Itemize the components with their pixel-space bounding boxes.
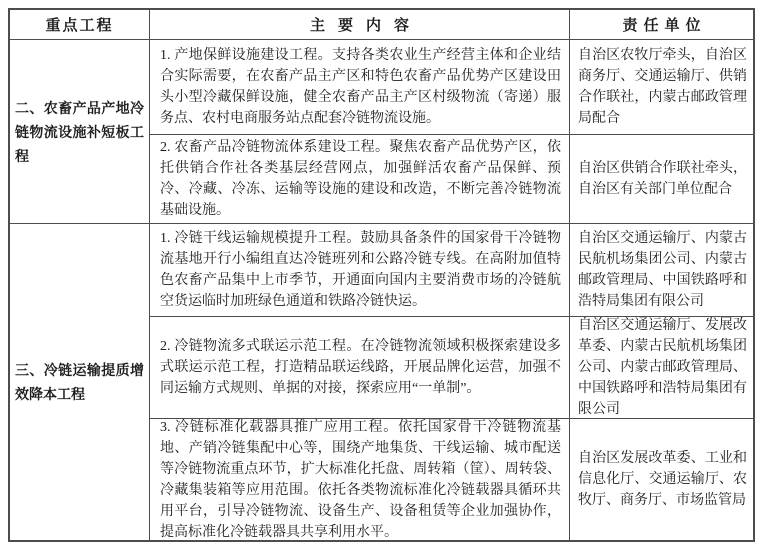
column-header-main-content <box>150 10 570 40</box>
column-header-responsible-unit <box>570 10 753 40</box>
content-cell <box>150 40 570 135</box>
project-content-text: 3. 冷链标准化载器具推广应用工程。依托国家骨干冷链物流基地、产销冷链集配中心等，围绕产地集货、干线运输、城市配送等冷链物流重点环节，扩大标准化托盘、周转箱（筐）、周转袋、冷藏集装箱等应用范围。依托各类物流标准化冷链载器具循环共用平台，引导冷链物流、设备生产、设备租赁等企业加强协作，提高标准化冷链载器具共享利用水平。 <box>160 419 561 540</box>
project-content-text: 1. 产地保鲜设施建设工程。支持各类农业生产经营主体和企业结合实际需要，在农畜产品主产区和特色农畜产品优势产区建设田头小型冷藏保鲜设施，健全农畜产品主产区村级物流（寄递）服务点、农村电商服务站点配套冷链物流设施。 <box>160 48 561 126</box>
unit-cell <box>570 135 753 224</box>
group-label-project-2: 二、农畜产品产地冷链物流设施补短板工程 <box>15 99 144 164</box>
project-content-text: 2. 农畜产品冷链物流体系建设工程。聚焦农畜产品优势产区，依托供销合作社各类基层经营网点，加强鲜活农畜产品保鲜、预冷、冷藏、冷冻、运输等设施的建设和改造，不断完善冷链物流基础设施。 <box>160 140 561 218</box>
content-cell <box>150 419 570 540</box>
group-cell-project-3 <box>10 224 150 540</box>
responsible-unit-text: 自治区供销合作联社牵头，自治区有关部门单位配合 <box>578 161 747 197</box>
column-header-key-project-label: 重点工程 <box>45 17 114 34</box>
unit-cell <box>570 317 753 419</box>
responsible-unit-text: 自治区交通运输厅、内蒙古民航机场集团公司、内蒙古邮政管理局、中国铁路呼和浩特局集团有限公司 <box>578 231 747 309</box>
content-cell <box>150 224 570 317</box>
column-header-main-content-label: 主要内容 <box>309 17 422 34</box>
content-cell <box>150 135 570 224</box>
column-header-key-project <box>10 10 150 40</box>
responsible-unit-text: 自治区农牧厅牵头，自治区商务厅、交通运输厅、供销合作联社，内蒙古邮政管理局配合 <box>578 48 747 126</box>
unit-cell <box>570 419 753 540</box>
responsible-unit-text: 自治区发展改革委、工业和信息化厅、交通运输厅、农牧厅、商务厅、市场监管局 <box>578 451 747 508</box>
group-label-project-3: 三、冷链运输提质增效降本工程 <box>15 362 144 402</box>
key-projects-table <box>8 8 755 542</box>
content-cell <box>150 317 570 419</box>
project-content-text: 2. 冷链物流多式联运示范工程。在冷链物流领域积极探索建设多式联运示范工程，打造精品联运线路，开展品牌化运营，加强不同运输方式规则、单据的对接，探索应用“一单制”。 <box>160 339 561 396</box>
group-cell-project-2 <box>10 40 150 224</box>
unit-cell <box>570 40 753 135</box>
responsible-unit-text: 自治区交通运输厅、发展改革委、内蒙古民航机场集团公司、内蒙古邮政管理局、中国铁路呼和浩特局集团有限公司 <box>578 318 747 417</box>
column-header-responsible-unit-label: 责任单位 <box>622 17 707 34</box>
project-content-text: 1. 冷链干线运输规模提升工程。鼓励具备条件的国家骨干冷链物流基地开行小编组直达冷链班列和公路冷链专线。在高附加值特色农畜产品集中上市季节，开通面向国内主要消费市场的冷链航空货运临时加班绿色通道和铁路冷链快运。 <box>160 231 561 309</box>
unit-cell <box>570 224 753 317</box>
